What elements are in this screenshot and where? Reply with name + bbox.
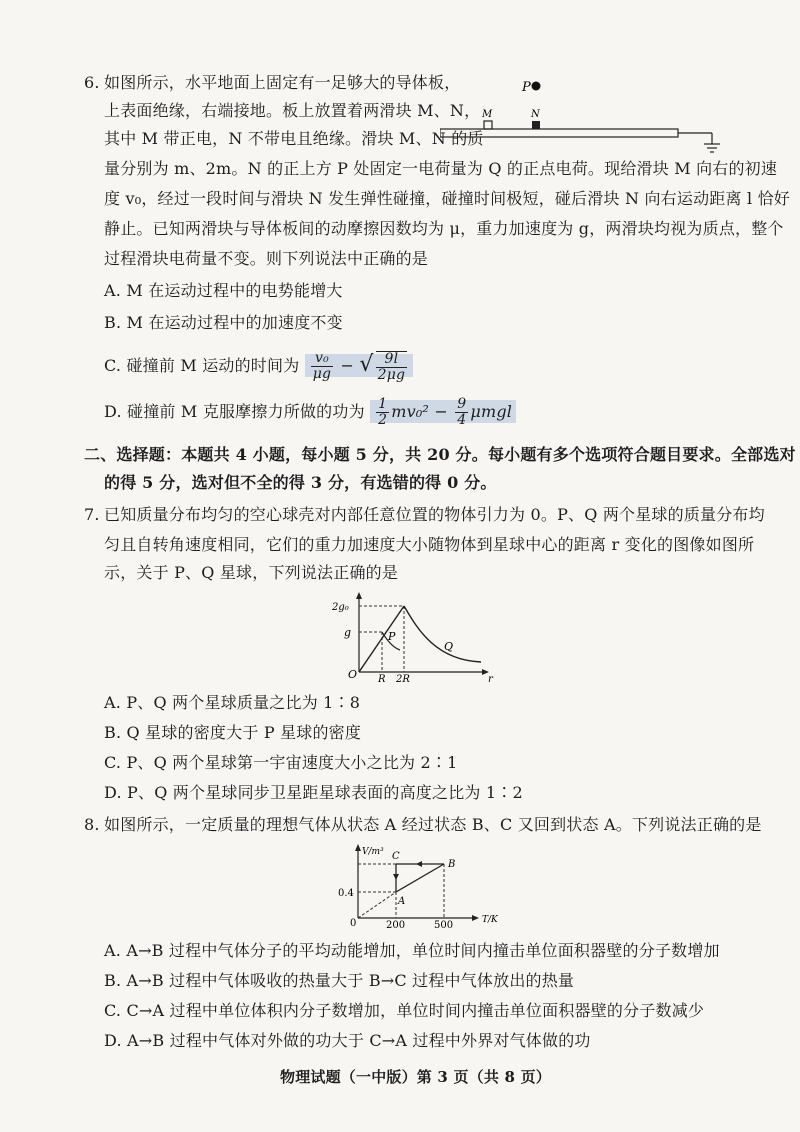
q7-option-c: C. P、Q 两个星球第一宇宙速度大小之比为 2∶1 (104, 753, 458, 772)
q7-x-label-2r: 2R (396, 674, 410, 682)
c-minus: − (340, 356, 355, 375)
q7-y-arrow-icon (356, 592, 362, 599)
q8-number: 8. (84, 815, 100, 834)
q7-option-b: B. Q 星球的密度大于 P 星球的密度 (104, 723, 362, 742)
q8-bc-arrow-icon (416, 861, 422, 867)
q8-option-c: C. C→A 过程中单位体积内分子数增加，单位时间内撞击单位面积器壁的分子数减少 (104, 1001, 705, 1020)
q8-option-d: D. A→B 过程中气体对外做的功大于 C→A 过程中外界对气体做的功 (104, 1031, 591, 1050)
q8-x-arrow-icon (472, 915, 479, 921)
q8-x-tick-200: 200 (386, 920, 406, 928)
c-sqrt-fraction (376, 351, 408, 383)
c-frac-num: v₀ (311, 351, 333, 367)
q7-y-label-g: g (344, 626, 352, 639)
c-sqrt-num: 9l (376, 352, 408, 368)
q7-x-label-r: R (378, 674, 386, 682)
q7-line-2: 匀且自转角速度相同，它们的重力加速度大小随物体到星球中心的距离 r 变化的图像如图所 (104, 535, 755, 554)
q6-plate-figure (440, 70, 730, 162)
q7-option-d: D. P、Q 两个星球同步卫星距星球表面的高度之比为 1∶2 (104, 783, 523, 802)
q8-line-ab (396, 864, 444, 892)
q8-line-1: 如图所示，一定质量的理想气体从状态 A 经过状态 B、C 又回到状态 A。下列说法正确的是 (104, 815, 762, 834)
ground-icon (704, 144, 720, 152)
q7-y-label-2g: 2g₀ (332, 602, 349, 613)
d-term-1: mv₀² (391, 402, 430, 421)
d-frac2-den: 4 (457, 412, 467, 428)
q8-y-tick: 0.4 (338, 888, 354, 899)
q7-number: 7. (84, 505, 100, 524)
q6-number: 6. (84, 73, 100, 92)
q7-line-3: 示，关于 P、Q 星球，下列说法正确的是 (104, 563, 399, 582)
sqrt-icon: √ (359, 352, 374, 377)
c-frac-den: μg (312, 366, 332, 382)
d-frac2-num: 9 (457, 396, 467, 412)
q6-line-5: 度 v₀，经过一段时间与滑块 N 发生弹性碰撞，碰撞时间极短，碰后滑块 N 向右运动距离 l 恰好 (104, 189, 790, 208)
curve-q-line (404, 606, 481, 662)
d-fraction-1 (376, 397, 389, 428)
c-sqrt-den: 2μg (377, 366, 406, 383)
q8-point-a: A (398, 896, 406, 907)
q6-option-d-text: D. 碰撞前 M 克服摩擦力所做的功为 (104, 402, 365, 421)
conductor-plate (440, 129, 678, 137)
c-fraction (311, 351, 333, 382)
q6-option-d (104, 394, 516, 430)
q8-ca-arrow-icon (393, 874, 399, 880)
q7-curve-p-label: P (388, 630, 396, 643)
d-frac1-den: 2 (378, 412, 388, 428)
q7-line-1: 已知质量分布均匀的空心球壳对内部任意位置的物体引力为 0。P、Q 两个星球的质量分布均 (104, 505, 765, 524)
q7-curve-q-label: Q (444, 640, 454, 653)
d-term-2: μmgl (470, 402, 513, 421)
q7-axis-r: r (488, 674, 493, 682)
q6-line-6: 静止。已知两滑块与导体板间的动摩擦因数均为 μ，重力加速度为 g，两滑块均视为质点，整个 (104, 219, 784, 238)
q6-line-7: 过程滑块电荷量不变。则下列说法中正确的是 (104, 249, 429, 268)
q8-y-axis-label: V/m³ (362, 847, 384, 857)
q6-option-b: B. M 在运动过程中的加速度不变 (104, 313, 343, 332)
q7-gravity-chart (326, 590, 496, 682)
d-minus: − (434, 402, 448, 421)
slider-m (484, 121, 492, 129)
q6-line-1: 如图所示，水平地面上固定有一足够大的导体板， (104, 73, 461, 92)
q8-x-tick-500: 500 (434, 920, 454, 928)
point-charge-p (532, 82, 541, 91)
section-2-line-2: 的得 5 分，选对但不全的得 3 分，有选错的得 0 分。 (104, 473, 497, 492)
q8-point-c: C (392, 851, 400, 862)
q6-line-2: 上表面绝缘，右端接地。板上放置着两滑块 M、N， (104, 101, 481, 120)
q8-point-b: B (448, 859, 456, 870)
label-n: N (531, 109, 540, 120)
q8-x-axis-label: T/K (482, 915, 498, 925)
page-footer: 物理试题（一中版）第 3 页（共 8 页） (280, 1068, 551, 1086)
q7-origin: O (348, 668, 358, 681)
d-fraction-2 (455, 397, 468, 428)
d-frac1-num: 1 (378, 396, 388, 412)
q6-option-a: A. M 在运动过程中的电势能增大 (104, 281, 343, 300)
q8-y-arrow-icon (355, 844, 361, 851)
q7-option-a: A. P、Q 两个星球质量之比为 1∶8 (104, 693, 361, 712)
label-m: M (482, 109, 493, 120)
label-p: P (522, 80, 531, 95)
q8-option-a: A. A→B 过程中气体分子的平均动能增加，单位时间内撞击单位面积器壁的分子数增加 (104, 941, 720, 960)
slider-n (532, 121, 540, 129)
q8-origin: 0 (350, 918, 357, 928)
section-2-line-1: 二、选择题：本题共 4 小题，每小题 5 分，共 20 分。每小题有多个选项符合题目要求。全部选对 (84, 445, 796, 464)
q8-vt-chart (336, 842, 516, 928)
q6-option-c-text: C. 碰撞前 M 运动的时间为 (104, 356, 300, 375)
q6-line-3: 其中 M 带正电，N 不带电且绝缘。滑块 M、N 的质 (104, 129, 484, 148)
q8-option-b: B. A→B 过程中气体吸收的热量大于 B→C 过程中气体放出的热量 (104, 971, 575, 990)
q6-option-c (104, 348, 413, 383)
q6-line-4: 量分别为 m、2m。N 的正上方 P 处固定一电荷量为 Q 的正点电荷。现给滑块 M 向右的初速 (104, 159, 778, 178)
